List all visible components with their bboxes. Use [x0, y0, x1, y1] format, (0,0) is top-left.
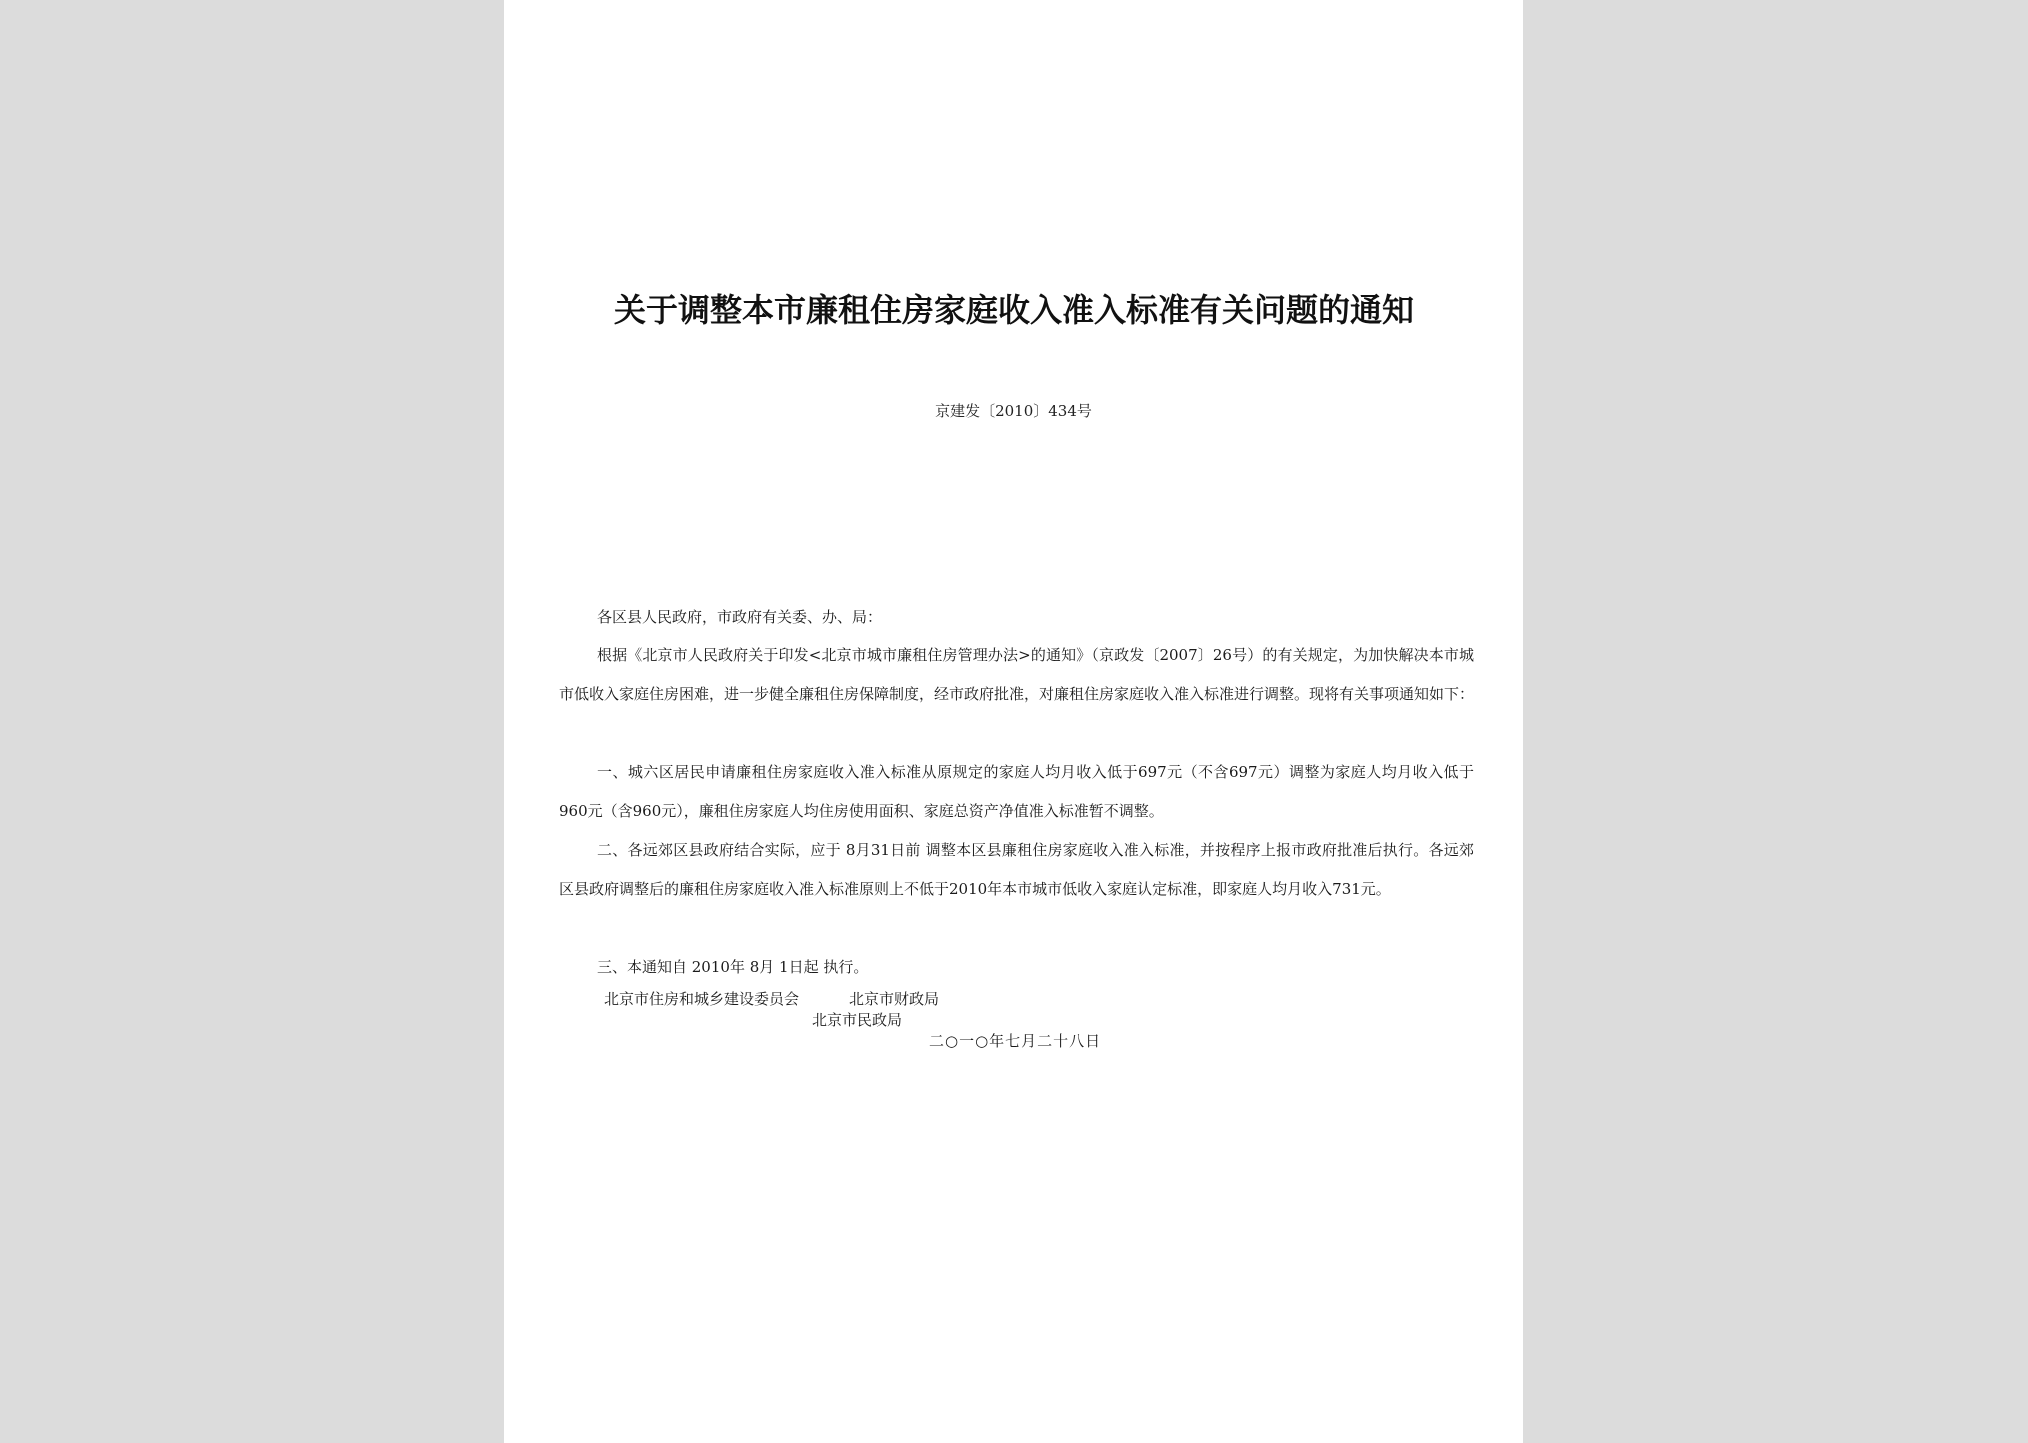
document-number: 京建发〔2010〕434号 [935, 402, 1092, 420]
paragraph-item-1: 一、城六区居民申请廉租住房家庭收入准入标准从原规定的家庭人均月收入低于697元（不含697元）调整为家庭人均月收入低于960元（含960元），廉租住房家庭人均住房使用面积、家庭总资产净值准入标准暂不调整。 [559, 763, 1474, 820]
paragraph-item-3: 三、本通知自 2010年 8月 1日起 执行。 [597, 958, 869, 976]
signatory-civil-affairs-bureau: 北京市民政局 [812, 1011, 903, 1029]
issue-date: 二○一○年七月二十八日 [929, 1032, 1102, 1050]
document-page [504, 0, 1523, 1443]
signatory-housing-commission: 北京市住房和城乡建设委员会 [604, 990, 800, 1008]
document-title: 关于调整本市廉租住房家庭收入准入标准有关问题的通知 [613, 291, 1414, 329]
paragraph-item-2: 二、各远郊区县政府结合实际，应于 8月31日前 调整本区县廉租住房家庭收入准入标准，并按程序上报市政府批准后执行。各远郊区县政府调整后的廉租住房家庭收入准入标准原则上不低于2010年本市城市低收入家庭认定标准，即家庭人均月收入731元。 [559, 841, 1474, 898]
signatory-finance-bureau: 北京市财政局 [849, 990, 940, 1008]
salutation: 各区县人民政府，市政府有关委、办、局： [597, 608, 883, 626]
paragraph-preamble: 根据《北京市人民政府关于印发<北京市城市廉租住房管理办法>的通知》（京政发〔2007〕26号）的有关规定，为加快解决本市城市低收入家庭住房困难，进一步健全廉租住房保障制度，经市政府批准，对廉租住房家庭收入准入标准进行调整。现将有关事项通知如下： [559, 646, 1475, 703]
